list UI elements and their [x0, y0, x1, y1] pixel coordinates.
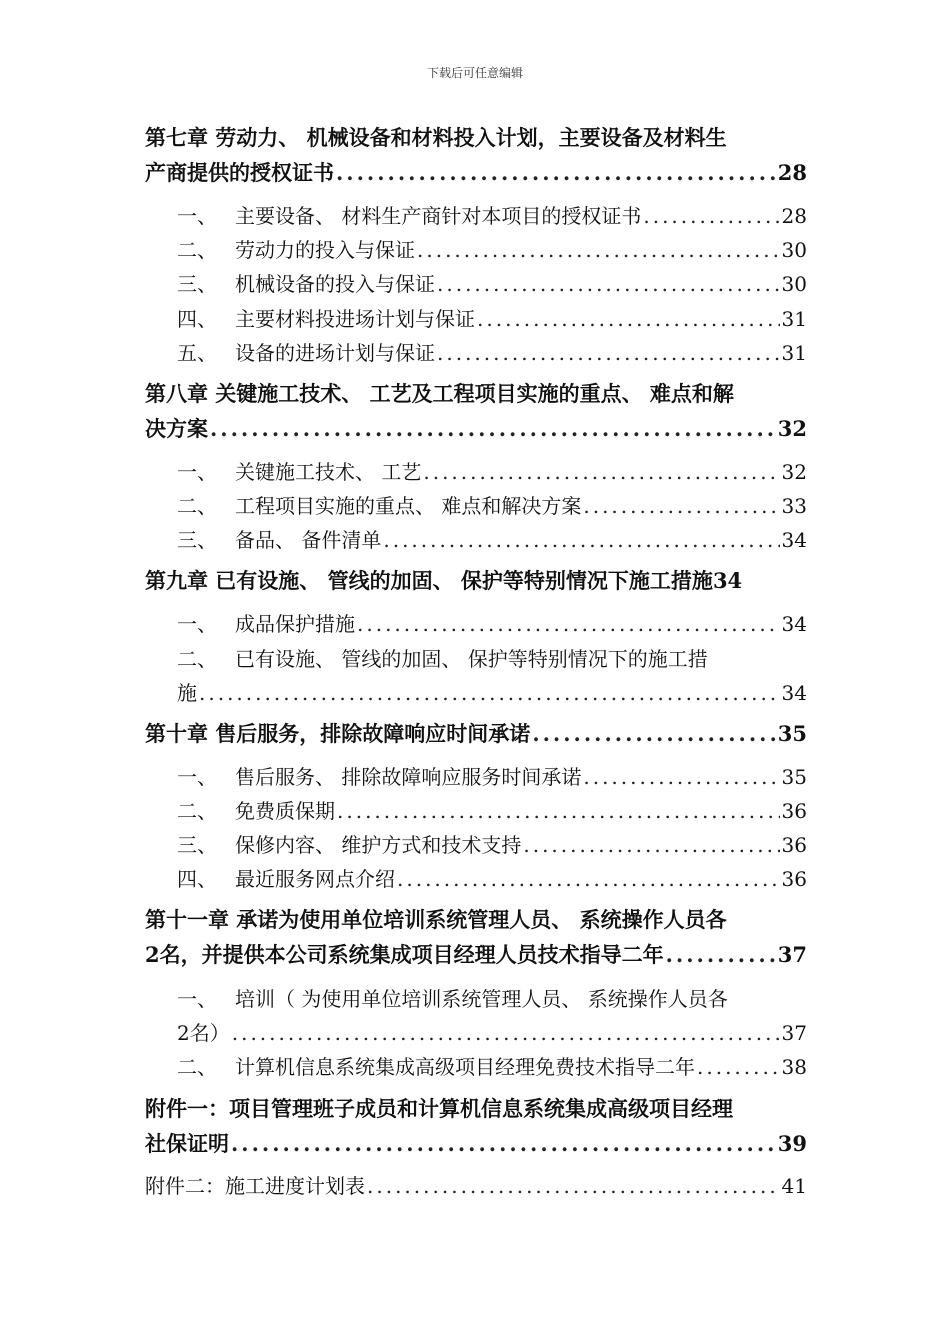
- toc-chapter-10[interactable]: [145, 718, 807, 748]
- toc-item-10-1[interactable]: [177, 761, 807, 790]
- toc-item-title-cont: 2名）: [177, 1021, 230, 1045]
- toc-item-8-1[interactable]: [177, 456, 807, 485]
- toc-item-title: 工程项目实施的重点、 难点和解决方案: [235, 494, 582, 518]
- dot-leader: [532, 721, 775, 746]
- dot-leader: [210, 416, 776, 441]
- toc-attachment-1-title: 附件一：项目管理班子成员和计算机信息系统集成高级项目经理: [145, 1096, 733, 1121]
- toc-item-title: 设备的进场计划与保证: [235, 341, 435, 365]
- toc-chapter-11-title: 第十一章 承诺为使用单位培训系统管理人员、 系统操作人员各: [145, 907, 727, 932]
- toc-chapter-7-page: 28: [777, 160, 807, 185]
- toc-attachment-1-page: 39: [777, 1131, 807, 1156]
- toc-item-page: 28: [781, 204, 807, 228]
- toc-item-number: 二、: [177, 494, 217, 518]
- toc-chapter-11-line2[interactable]: [145, 939, 807, 969]
- toc-chapter-9-page: 34: [712, 568, 743, 593]
- toc-item-page: 36: [781, 799, 807, 823]
- toc-item-9-2[interactable]: [177, 643, 807, 672]
- toc-attachment-1-line2[interactable]: [145, 1128, 807, 1158]
- toc-item-title: 售后服务、 排除故障响应服务时间承诺: [235, 765, 582, 789]
- toc-chapter-8-title: 第八章 关键施工技术、 工艺及工程项目实施的重点、 难点和解: [145, 381, 734, 406]
- toc-attachment-1-line1[interactable]: [145, 1093, 807, 1123]
- toc-item-page: 32: [781, 460, 807, 484]
- dot-leader: [199, 681, 780, 705]
- toc-item-11-1[interactable]: [177, 983, 807, 1012]
- toc-chapter-8-line2[interactable]: [145, 413, 807, 443]
- header-note: 下载后可任意编辑: [426, 66, 523, 80]
- toc-item-page: 38: [781, 1055, 807, 1079]
- toc-item-7-1[interactable]: [177, 200, 807, 229]
- toc-attachment-2-title: 附件二：施工进度计划表: [145, 1174, 365, 1198]
- dot-leader: [477, 307, 780, 331]
- toc-item-page: 33: [781, 494, 807, 518]
- toc-item-page: 34: [781, 681, 807, 705]
- toc-item-11-1-cont[interactable]: [177, 1017, 807, 1046]
- toc-item-title: 培训（ 为使用单位培训系统管理人员、 系统操作人员各: [235, 987, 728, 1011]
- toc-item-title: 备品、 备件清单: [235, 528, 382, 552]
- toc-item-number: 五、: [177, 341, 217, 365]
- toc-item-number: 二、: [177, 1055, 217, 1079]
- toc-chapter-7-line2[interactable]: [145, 157, 807, 187]
- toc-item-number: 三、: [177, 528, 217, 552]
- toc-item-number: 一、: [177, 612, 217, 636]
- toc-item-page: 30: [781, 238, 807, 262]
- toc-item-title: 主要设备、 材料生产商针对本项目的授权证书: [235, 204, 642, 228]
- toc-item-page: 31: [781, 341, 807, 365]
- toc-item-8-2[interactable]: [177, 490, 807, 519]
- toc-item-page: 35: [781, 765, 807, 789]
- dot-leader: [523, 833, 779, 857]
- dot-leader: [232, 1021, 780, 1045]
- toc-item-10-4[interactable]: [177, 863, 807, 892]
- dot-leader: [437, 341, 780, 365]
- toc-item-number: 二、: [177, 238, 217, 262]
- toc-item-7-3[interactable]: [177, 268, 807, 297]
- toc-item-title: 机械设备的投入与保证: [235, 272, 435, 296]
- toc-item-number: 二、: [177, 799, 217, 823]
- toc-item-number: 一、: [177, 987, 217, 1011]
- toc-chapter-10-title: 第十章 售后服务，排除故障响应时间承诺: [145, 721, 531, 746]
- dot-leader: [417, 238, 780, 262]
- toc-item-page: 30: [781, 272, 807, 296]
- toc-item-number: 四、: [177, 307, 217, 331]
- toc-item-10-2[interactable]: [177, 795, 807, 824]
- dot-leader: [336, 160, 776, 185]
- dot-leader: [583, 765, 779, 789]
- toc-item-page: 37: [781, 1021, 807, 1045]
- dot-leader: [357, 612, 780, 636]
- toc-item-9-1[interactable]: [177, 608, 807, 637]
- toc-item-page: 34: [781, 612, 807, 636]
- toc-item-9-2-cont[interactable]: [177, 677, 807, 706]
- toc-item-title: 关键施工技术、 工艺: [235, 460, 422, 484]
- toc-item-page: 34: [781, 528, 807, 552]
- toc-item-7-2[interactable]: [177, 234, 807, 263]
- dot-leader: [367, 1174, 780, 1198]
- dot-leader: [697, 1055, 780, 1079]
- toc-item-title: 已有设施、 管线的加固、 保护等特别情况下的施工措: [235, 647, 708, 671]
- toc-item-number: 二、: [177, 647, 217, 671]
- toc-item-number: 四、: [177, 867, 217, 891]
- toc-chapter-11-page: 37: [777, 942, 807, 967]
- toc-item-number: 一、: [177, 765, 217, 789]
- toc-item-title-cont: 施: [177, 681, 197, 705]
- toc-item-page: 31: [781, 307, 807, 331]
- toc-chapter-8-title-cont: 决方案: [145, 416, 208, 441]
- toc-chapter-10-page: 35: [777, 721, 807, 746]
- toc-chapter-8-line1[interactable]: [145, 378, 807, 408]
- toc-item-11-2[interactable]: [177, 1051, 807, 1080]
- toc-item-title: 劳动力的投入与保证: [235, 238, 415, 262]
- toc-attachment-2-page: 41: [781, 1174, 807, 1198]
- toc-attachment-1-title-cont: 社保证明: [145, 1131, 229, 1156]
- toc-chapter-7-title: 第七章 劳动力、 机械设备和材料投入计划，主要设备及材料生: [145, 125, 727, 150]
- toc-item-page: 36: [781, 833, 807, 857]
- toc-item-title: 保修内容、 维护方式和技术支持: [235, 833, 522, 857]
- toc-item-number: 一、: [177, 460, 217, 484]
- toc-chapter-11-title-cont: 2名，并提供本公司系统集成项目经理人员技术指导二年: [145, 942, 664, 967]
- toc-item-title: 计算机信息系统集成高级项目经理免费技术指导二年: [235, 1055, 695, 1079]
- dot-leader: [337, 799, 780, 823]
- dot-leader: [423, 460, 779, 484]
- dot-leader: [643, 204, 779, 228]
- toc-item-title: 免费质保期: [235, 799, 335, 823]
- toc-chapter-11-line1[interactable]: [145, 904, 807, 934]
- toc-item-8-3[interactable]: [177, 524, 807, 553]
- toc-item-title: 主要材料投进场计划与保证: [235, 307, 475, 331]
- dot-leader: [231, 1131, 776, 1156]
- toc-item-7-5[interactable]: [177, 337, 807, 366]
- dot-leader: [437, 272, 780, 296]
- toc-item-number: 三、: [177, 272, 217, 296]
- toc-item-title: 最近服务网点介绍: [235, 867, 395, 891]
- dot-leader: [383, 528, 779, 552]
- toc-attachment-2[interactable]: [145, 1170, 807, 1199]
- toc-item-7-4[interactable]: [177, 303, 807, 332]
- toc-chapter-8-page: 32: [777, 416, 807, 441]
- toc-item-10-3[interactable]: [177, 829, 807, 858]
- toc-chapter-9[interactable]: [145, 565, 807, 595]
- dot-leader: [583, 494, 779, 518]
- dot-leader: [397, 867, 780, 891]
- toc-chapter-9-title: 第九章 已有设施、 管线的加固、 保护等特别情况下施工措施: [145, 568, 713, 593]
- toc-item-number: 一、: [177, 204, 217, 228]
- toc-item-title: 成品保护措施: [235, 612, 355, 636]
- toc-item-page: 36: [781, 867, 807, 891]
- toc-chapter-7-line1[interactable]: [145, 122, 807, 152]
- toc-item-number: 三、: [177, 833, 217, 857]
- dot-leader: [666, 942, 776, 967]
- toc-chapter-7-title-cont: 产商提供的授权证书: [145, 160, 334, 185]
